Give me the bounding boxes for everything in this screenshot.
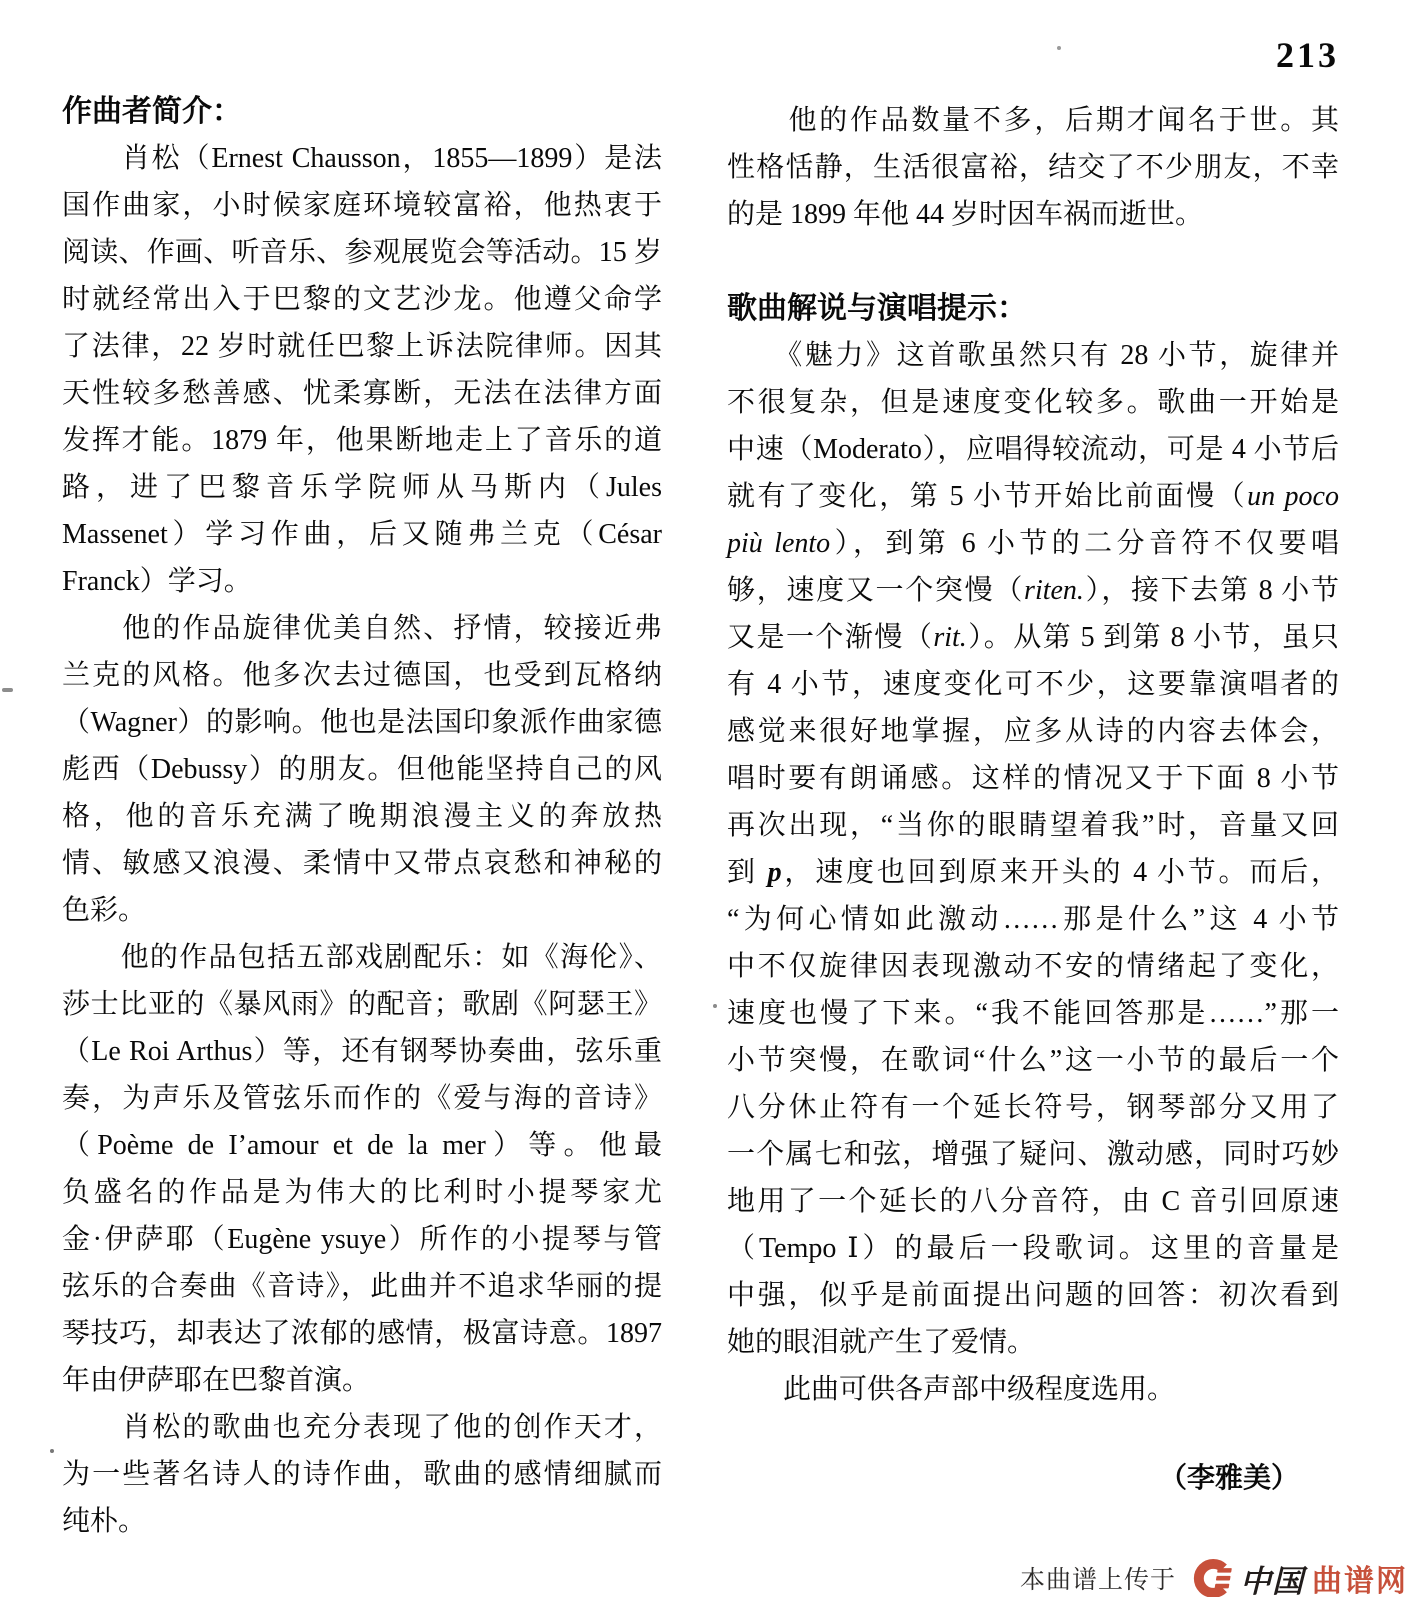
- text-line: 又是一个渐慢（rit.）。从第 5 到第 8 小节，虽只: [727, 622, 1339, 653]
- text-line: 彪西（Debussy）的朋友。但他能坚持自己的风: [62, 754, 662, 785]
- text-line: 不很复杂，但是速度变化较多。歌曲一开始是: [727, 387, 1339, 418]
- blank-line: [727, 238, 1339, 285]
- text-line: 了法律，22 岁时就任巴黎上诉法院律师。因其: [62, 331, 662, 362]
- text-line: 中强，似乎是前面提出问题的回答：初次看到: [727, 1280, 1339, 1311]
- text-line: 发挥才能。1879 年，他果断地走上了音乐的道: [62, 425, 662, 456]
- text-line: 他的作品数量不多，后期才闻名于世。其: [727, 105, 1339, 136]
- watermark-footer: [1020, 1556, 1408, 1600]
- text-line: 金·伊萨耶（Eugène ysuye）所作的小提琴与管: [62, 1224, 662, 1255]
- text-line: 够，速度又一个突慢（riten.），接下去第 8 小节: [727, 575, 1339, 606]
- text-line: （Poème de I’amour et de la mer）等。他最: [62, 1130, 662, 1161]
- scan-noise-mark: [50, 1449, 54, 1453]
- text-line: 就有了变化，第 5 小节开始比前面慢（un poco: [727, 481, 1339, 512]
- text-line: 色彩。: [62, 895, 147, 926]
- page-number: 213: [1276, 35, 1339, 75]
- scan-noise-mark: [713, 1004, 717, 1008]
- text-line: 的是 1899 年他 44 岁时因车祸而逝世。: [727, 199, 1204, 230]
- text-line: 奏，为声乐及管弦乐而作的《爱与海的音诗》: [62, 1083, 662, 1114]
- text-line: 弦乐的合奏曲《音诗》，此曲并不追求华丽的提: [62, 1271, 662, 1302]
- watermark-brand-light: 曲谱网: [1312, 1565, 1408, 1598]
- text-line: （Le Roi Arthus）等，还有钢琴协奏曲，弦乐重: [62, 1036, 662, 1067]
- text-line: 莎士比亚的《暴风雨》的配音；歌剧《阿瑟王》: [62, 989, 662, 1020]
- text-line: 阅读、作画、听音乐、参观展览会等活动。15 岁: [62, 237, 662, 268]
- text-line: （Tempo Ⅰ）的最后一段歌词。这里的音量是: [727, 1233, 1339, 1264]
- right-column: [727, 97, 1339, 1502]
- author-byline: （李雅美）: [1158, 1463, 1299, 1494]
- text-line: 他的作品包括五部戏剧配乐：如《海伦》、: [62, 942, 662, 973]
- section-heading: 作曲者简介：: [62, 95, 242, 128]
- text-line: 唱时要有朗诵感。这样的情况又于下面 8 小节: [727, 763, 1339, 794]
- text-line: 八分休止符有一个延长符号，钢琴部分又用了: [727, 1092, 1339, 1123]
- text-line: 负盛名的作品是为伟大的比利时小提琴家尤: [62, 1177, 662, 1208]
- text-line: 肖松的歌曲也充分表现了他的创作天才，: [62, 1412, 662, 1443]
- text-line: 《魅力》这首歌虽然只有 28 小节，旋律并: [727, 340, 1339, 371]
- text-line: 此曲可供各声部中级程度选用。: [727, 1374, 1176, 1405]
- text-line: 感觉来很好地掌握，应多从诗的内容去体会，: [727, 716, 1339, 747]
- watermark-brand-dark: 中国: [1240, 1563, 1304, 1599]
- text-line: 一个属七和弦，增强了疑问、激动感，同时巧妙: [727, 1139, 1339, 1170]
- text-line: 小节突慢，在歌词“什么”这一小节的最后一个: [727, 1045, 1339, 1076]
- left-column: [62, 88, 662, 1545]
- text-line: 速度也慢了下来。“我不能回答那是……”那一: [727, 998, 1339, 1029]
- text-line: 天性较多愁善感、忧柔寡断，无法在法律方面: [62, 378, 662, 409]
- text-line: 国作曲家，小时候家庭环境较富裕，他热衷于: [62, 190, 662, 221]
- text-line: più lento），到第 6 小节的二分音符不仅要唱: [727, 528, 1339, 559]
- music-c-staff-logo-icon: [1190, 1559, 1232, 1597]
- text-line: 纯朴。: [62, 1506, 147, 1537]
- text-line: 为一些著名诗人的诗作曲，歌曲的感情细腻而: [62, 1459, 662, 1490]
- text-line: 中速（Moderato），应唱得较流动，可是 4 小节后: [727, 434, 1339, 465]
- text-line: 有 4 小节，速度变化可不少，这要靠演唱者的: [727, 669, 1339, 700]
- text-line: 地用了一个延长的八分音符，由 C 音引回原速: [727, 1186, 1339, 1217]
- text-line: Massenet）学习作曲，后又随弗兰克（César: [62, 519, 662, 550]
- text-line: 年由伊萨耶在巴黎首演。: [62, 1365, 371, 1396]
- text-line: 情、敏感又浪漫、柔情中又带点哀愁和神秘的: [62, 848, 662, 879]
- text-line: 兰克的风格。他多次去过德国，也受到瓦格纳: [62, 660, 662, 691]
- watermark-upload-text: 本曲谱上传于: [1019, 1566, 1176, 1594]
- text-line: “为何心情如此激动……那是什么”这 4 小节: [727, 904, 1339, 935]
- scan-noise-mark: [2, 688, 13, 692]
- text-line: 肖松（Ernest Chausson，1855—1899）是法: [62, 143, 662, 174]
- text-line: 他的作品旋律优美自然、抒情，较接近弗: [62, 613, 662, 644]
- text-line: （Wagner）的影响。他也是法国印象派作曲家德: [62, 707, 662, 738]
- text-line: Franck）学习。: [62, 566, 252, 597]
- scan-noise-mark: [1057, 46, 1061, 50]
- text-line: 性格恬静，生活很富裕，结交了不少朋友，不幸: [727, 152, 1339, 183]
- text-line: 琴技巧，却表达了浓郁的感情，极富诗意。1897: [62, 1318, 662, 1349]
- text-line: 格，他的音乐充满了晚期浪漫主义的奔放热: [62, 801, 662, 832]
- text-line: 到 p，速度也回到原来开头的 4 小节。而后，: [727, 857, 1339, 888]
- text-line: 她的眼泪就产生了爱情。: [727, 1327, 1036, 1358]
- text-line: 中不仅旋律因表现激动不安的情绪起了变化，: [727, 951, 1339, 982]
- text-line: 路，进了巴黎音乐学院师从马斯内（Jules: [62, 472, 662, 503]
- text-line: 时就经常出入于巴黎的文艺沙龙。他遵父命学: [62, 284, 662, 315]
- text-line: 再次出现，“当你的眼睛望着我”时，音量又回: [727, 810, 1339, 841]
- section-heading: 歌曲解说与演唱提示：: [727, 292, 1027, 325]
